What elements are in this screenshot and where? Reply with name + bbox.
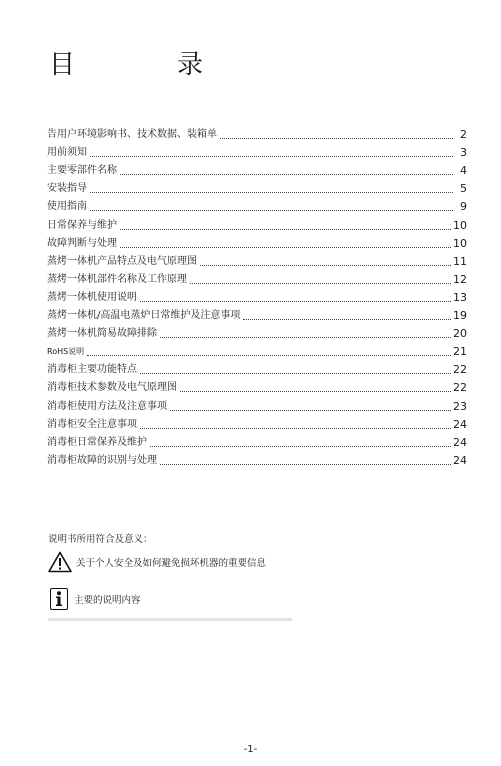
toc-entry-label: 消毒柜安全注意事项 <box>47 418 137 430</box>
toc-leader <box>120 237 451 248</box>
toc-entry-page: 2 <box>460 128 467 142</box>
toc-entry-page: 23 <box>453 399 467 413</box>
warning-triangle-icon <box>48 551 72 573</box>
toc-entry-page: 21 <box>453 345 467 359</box>
toc-entry-label: 蒸烤一体机产品特点及电气原理图 <box>47 255 197 267</box>
toc-leader <box>140 363 451 374</box>
toc-entry-label: 消毒柜主要功能特点 <box>47 364 137 376</box>
toc-leader <box>160 327 451 338</box>
toc-entry-page: 3 <box>460 146 467 160</box>
toc-leader <box>220 128 453 139</box>
toc-entry-label: 蒸烤一体机/高温电蒸炉日常维护及注意事项 <box>47 310 241 322</box>
toc-entry-page: 4 <box>460 164 467 178</box>
toc-entry <box>47 123 467 141</box>
toc-entry <box>47 340 467 358</box>
toc-entry <box>47 268 467 286</box>
toc-entry-page: 13 <box>453 290 467 304</box>
toc-leader <box>150 436 451 447</box>
toc-leader <box>180 381 451 392</box>
toc-entry-page: 24 <box>453 417 467 431</box>
toc-entry-label: 消毒柜日常保养及维护 <box>47 436 147 448</box>
toc-entry <box>47 376 467 394</box>
table-of-contents <box>47 123 467 467</box>
legend-info-row <box>48 588 141 610</box>
toc-entry <box>47 322 467 340</box>
toc-entry <box>47 195 467 213</box>
toc-entry-label: 主要零部件名称 <box>47 165 117 177</box>
toc-entry <box>47 141 467 159</box>
toc-entry-label: 日常保养与维护 <box>47 219 117 231</box>
toc-entry <box>47 250 467 268</box>
page-title: 目 录 <box>49 50 242 80</box>
toc-entry <box>47 431 467 449</box>
toc-leader <box>140 418 451 429</box>
toc-leader <box>120 219 451 230</box>
toc-entry-label: 蒸烤一体机使用说明 <box>47 291 137 303</box>
toc-leader <box>90 200 453 211</box>
toc-entry-page: 24 <box>453 453 467 467</box>
toc-entry-label: 消毒柜技术参数及电气原理图 <box>47 382 177 394</box>
toc-entry <box>47 449 467 467</box>
toc-entry-page: 11 <box>453 254 467 268</box>
toc-entry-label: 蒸烤一体机简易故障排除 <box>47 328 157 340</box>
toc-leader <box>170 400 451 411</box>
page-number: -1- <box>243 744 258 755</box>
toc-entry <box>47 413 467 431</box>
toc-entry-page: 10 <box>453 236 467 250</box>
toc-entry-label: 故障判断与处理 <box>47 237 117 249</box>
toc-entry-page: 9 <box>460 200 467 214</box>
toc-entry-label: 安装指导 <box>47 183 87 195</box>
toc-entry <box>47 304 467 322</box>
toc-entry-page: 19 <box>453 309 467 323</box>
toc-leader <box>140 291 451 302</box>
toc-entry-page: 24 <box>453 435 467 449</box>
toc-leader <box>200 255 451 266</box>
toc-entry-page: 20 <box>453 327 467 341</box>
toc-entry-page: 12 <box>453 272 467 286</box>
toc-leader <box>120 164 453 175</box>
toc-entry-page: 22 <box>453 363 467 377</box>
toc-entry <box>47 177 467 195</box>
toc-leader <box>243 309 451 320</box>
toc-entry-label: 消毒柜使用方法及注意事项 <box>47 400 167 412</box>
toc-leader <box>87 345 451 356</box>
toc-entry-page: 10 <box>453 218 467 232</box>
toc-leader <box>90 182 453 193</box>
legend-warning-text: 关于个人安全及如何避免损坏机器的重要信息 <box>76 558 267 569</box>
toc-entry-page: 22 <box>453 381 467 395</box>
toc-entry-label: 蒸烤一体机部件名称及工作原理 <box>47 273 187 285</box>
legend-info-text: 主要的说明内容 <box>74 595 141 606</box>
toc-entry-label: RoHS说明 <box>47 347 85 357</box>
toc-entry <box>47 394 467 412</box>
toc-entry <box>47 159 467 177</box>
legend-title: 说明书所用符合及意义： <box>48 534 153 545</box>
toc-entry-label: 用前须知 <box>47 147 87 159</box>
legend-warning-row <box>48 551 266 573</box>
toc-entry-label: 告用户环境影响书、技术数据、装箱单 <box>47 129 217 141</box>
toc-leader <box>90 146 453 157</box>
toc-entry <box>47 286 467 304</box>
toc-leader <box>160 454 451 465</box>
toc-entry-label: 使用指南 <box>47 201 87 213</box>
divider <box>48 618 292 621</box>
toc-entry <box>47 213 467 231</box>
info-i-icon <box>50 588 68 610</box>
toc-entry-page: 5 <box>460 182 467 196</box>
toc-entry <box>47 358 467 376</box>
toc-leader <box>190 273 451 284</box>
toc-entry-label: 消毒柜故障的识别与处理 <box>47 454 157 466</box>
toc-entry <box>47 232 467 250</box>
